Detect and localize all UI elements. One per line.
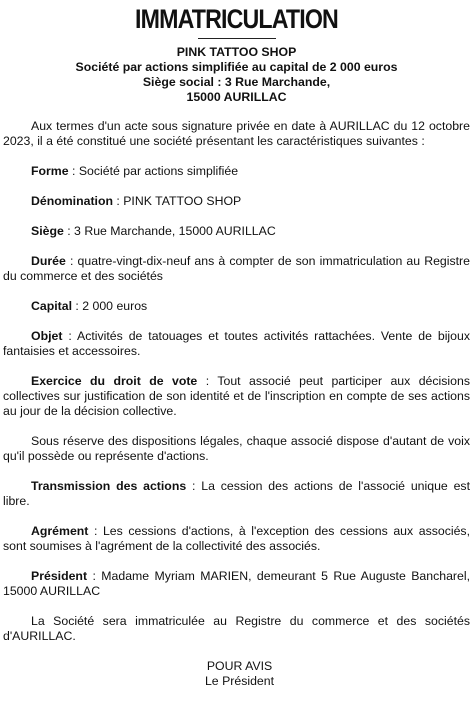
field-reserve: Sous réserve des dispositions légales, chaque associé dispose d'autant de voix qu'il possède ou représente d'actions.: [3, 434, 470, 463]
title-divider: [198, 38, 276, 39]
siege-label: Siège: [31, 224, 64, 238]
field-vote: [3, 374, 470, 419]
field-capital: [3, 299, 470, 314]
company-city: 15000 AURILLAC: [186, 90, 287, 104]
vote-value: : Tout associé peut participer aux décisions collectives sur justification de son identité et de l'inscription en compte de ses actions au jour de la décision collective.: [3, 374, 470, 418]
field-forme: [3, 164, 470, 179]
intro-paragraph: Aux termes d'un acte sous signature privée en date à AURILLAC du 12 octobre 2023, il a été constitué une société présentant les caractéristiques suivantes :: [3, 119, 470, 148]
company-name: PINK TATTOO SHOP: [176, 45, 297, 59]
field-duree: [3, 254, 470, 284]
denomination-label: Dénomination: [31, 194, 113, 208]
agrement-label: Agrément: [31, 524, 89, 538]
company-siege: Siège social : 3 Rue Marchande,: [142, 75, 331, 89]
vote-label: Exercice du droit de vote: [31, 374, 198, 388]
closing-signatory: Le Président: [204, 674, 275, 688]
forme-label: Forme: [31, 164, 69, 178]
company-capital: Société par actions simplifiée au capital de 2 000 euros: [75, 60, 398, 74]
field-denomination: [3, 194, 470, 209]
registration-paragraph: La Société sera immatriculée au Registre du commerce et des sociétés d'AURILLAC.: [3, 614, 470, 643]
forme-value: : Société par actions simplifiée: [68, 164, 239, 178]
president-value: : Madame Myriam MARIEN, demeurant 5 Rue Auguste Bancharel, 15000 AURILLAC: [3, 569, 470, 598]
siege-value: : 3 Rue Marchande, 15000 AURILLAC: [63, 224, 276, 238]
capital-label: Capital: [31, 299, 72, 313]
field-objet: [3, 329, 470, 359]
field-agrement: [3, 524, 470, 554]
duree-label: Durée: [31, 254, 66, 268]
notice-title: IMMATRICULATION: [135, 4, 338, 34]
legal-notice: [3, 0, 470, 689]
field-siege: [3, 224, 470, 239]
objet-value: : Activités de tatouages et toutes activités rattachées. Vente de bijoux fantaisies et accessoires.: [3, 329, 470, 358]
agrement-value: : Les cessions d'actions, à l'exception des cessions aux associés, sont soumises à l'agrément de la collectivité des associés.: [3, 524, 470, 553]
denomination-value: : PINK TATTOO SHOP: [112, 194, 242, 208]
closing-block: [9, 659, 470, 689]
closing-pour-avis: POUR AVIS: [206, 659, 273, 673]
capital-value: : 2 000 euros: [72, 299, 148, 313]
duree-value: : quatre-vingt-dix-neuf ans à compter de son immatriculation au Registre du commerce et des sociétés: [3, 254, 470, 283]
transmission-label: Transmission des actions: [31, 479, 187, 493]
objet-label: Objet: [31, 329, 63, 343]
field-transmission: [3, 479, 470, 509]
transmission-value: : La cession des actions de l'associé unique est libre.: [3, 479, 471, 508]
field-president: [3, 569, 470, 599]
president-label: Président: [31, 569, 88, 583]
company-header: [3, 45, 470, 105]
